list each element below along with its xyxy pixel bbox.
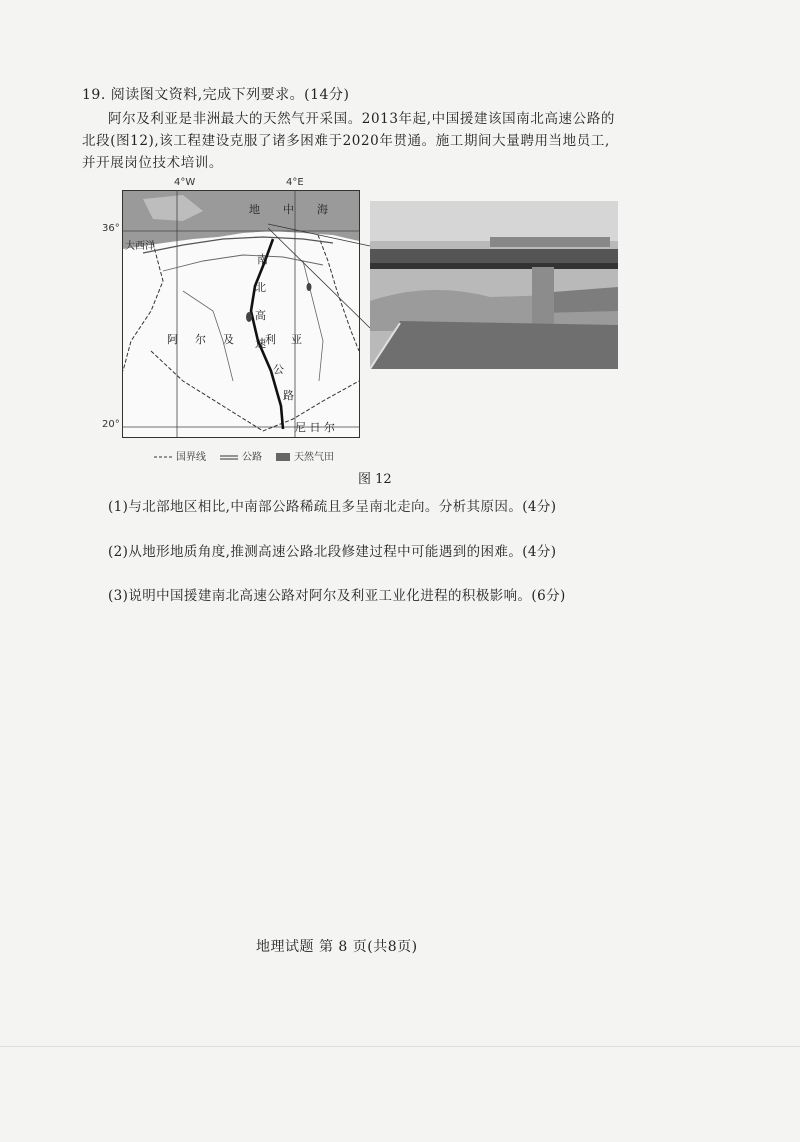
gasfield-legend-icon	[276, 453, 290, 461]
legend-border-label: 国界线	[176, 452, 206, 463]
road-label-su: 速	[255, 337, 266, 350]
sub-question-1: (1)与北部地区相比,中南部公路稀疏且多呈南北走向。分析其原因。(4分)	[108, 499, 557, 515]
bridge-pillar	[532, 267, 554, 329]
country-label-ji: 及	[223, 333, 234, 346]
map-label-atlantic: 大西洋	[125, 241, 155, 252]
intro-line-1	[82, 108, 642, 130]
callout-lines	[268, 216, 378, 336]
sub-question-3: (3)说明中国援建南北高速公路对阿尔及利亚工业化进程的积极影响。(6分)	[108, 588, 566, 604]
country-label-ya: 亚	[291, 333, 302, 346]
country-label-er: 尔	[195, 333, 206, 346]
lat-label-36: 36°	[102, 223, 120, 234]
country-label-a: 阿	[167, 333, 178, 346]
page-fold-line	[0, 1046, 800, 1047]
border-legend-icon	[154, 454, 172, 460]
country-label-li: 利	[265, 333, 276, 346]
bridge-beam	[370, 263, 618, 269]
road-label-gong: 公	[273, 363, 284, 376]
sub-question-2: (2)从地形地质角度,推测高速公路北段修建过程中可能遇到的困难。(4分)	[108, 544, 557, 560]
lon-label-4w: 4°W	[174, 177, 196, 188]
figure-caption: 图 12	[358, 472, 392, 487]
lon-label-4e: 4°E	[286, 177, 304, 188]
figure-12	[102, 176, 628, 496]
intro-line-2: 北段(图12),该工程建设克服了诸多困难于2020年贯通。施工期间大量聘用当地员工,	[82, 133, 610, 149]
map-label-di: 地	[249, 203, 260, 216]
map-label-hai: 海	[317, 203, 328, 216]
border-west	[123, 243, 163, 371]
legend-road	[220, 448, 262, 463]
lat-label-20: 20°	[102, 419, 120, 430]
legend-gasfield-label: 天然气田	[294, 452, 334, 463]
map-legend	[154, 448, 334, 463]
overpass-photo	[370, 201, 618, 369]
road-surface	[370, 321, 618, 369]
page-footer: 地理试题 第 8 页(共8页)	[256, 939, 418, 955]
legend-gasfield	[276, 448, 334, 463]
road-label-lu: 路	[283, 389, 294, 402]
legend-border	[154, 448, 206, 463]
legend-road-label: 公路	[242, 452, 262, 463]
bridge-deck	[370, 249, 618, 263]
intro-line-3: 并开展岗位技术培训。	[82, 155, 223, 171]
map-label-niger: 尼 日 尔	[295, 421, 335, 434]
bridge-railing	[490, 237, 610, 247]
gasfield-marker	[246, 312, 252, 322]
overpass-photo-svg	[370, 201, 618, 369]
photo-upper-sky	[370, 201, 618, 241]
road-legend-icon	[220, 454, 238, 460]
map-label-zhong: 中	[283, 203, 294, 216]
road-label-bei: 北	[255, 281, 266, 294]
road-label-gao: 高	[255, 309, 266, 322]
question-title: 19. 阅读图文资料,完成下列要求。(14分)	[82, 87, 350, 103]
road-label-nan: 南	[257, 253, 268, 266]
intro-text-1: 阿尔及利亚是非洲最大的天然气开采国。2013年起,中国援建该国南北高速公路的	[108, 111, 615, 127]
